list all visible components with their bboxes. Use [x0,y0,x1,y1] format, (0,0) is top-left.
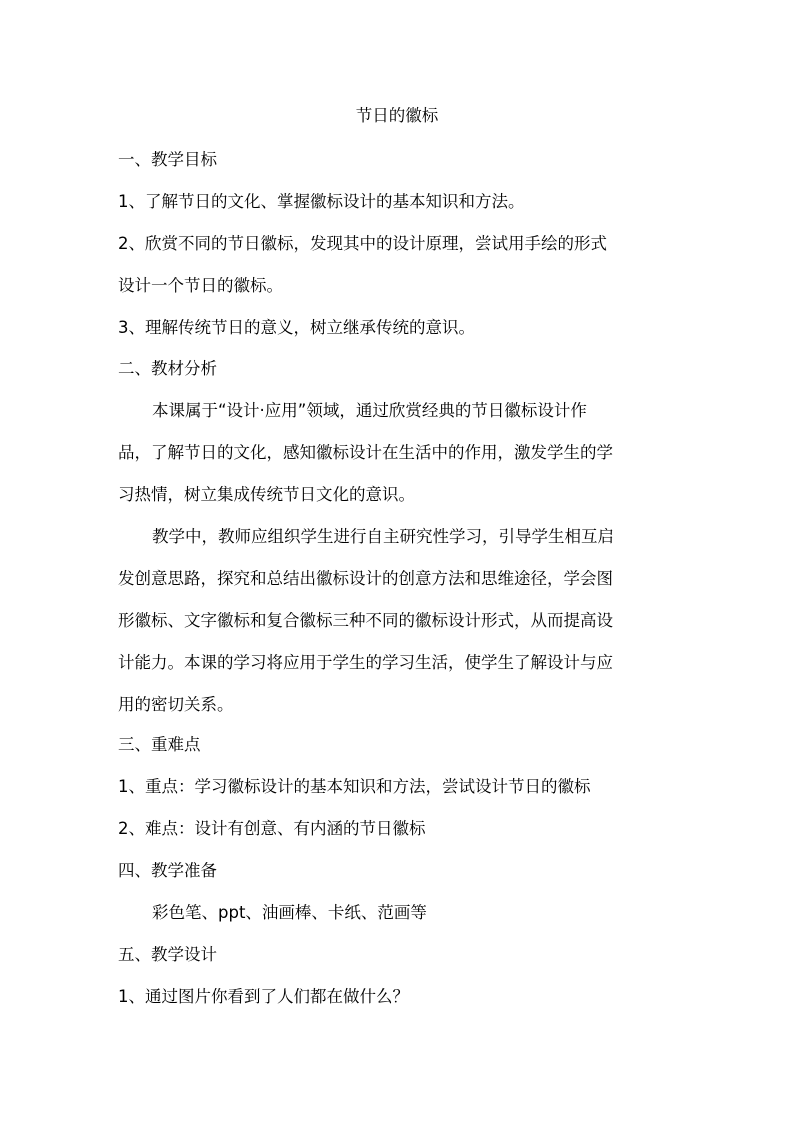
analysis-paragraph-1-line-1: 本课属于“设计·应用”领域，通过欣赏经典的节日徽标设计作 [152,401,587,420]
analysis-paragraph-1-line-3: 习热情，树立集成传统节日文化的意识。 [118,485,415,504]
section-heading-preparation: 四、教学准备 [118,861,217,880]
section-heading-design: 五、教学设计 [118,945,217,964]
section-heading-analysis: 二、教材分析 [118,359,217,378]
analysis-paragraph-2-line-4: 计能力。本课的学习将应用于学生的学习生活，使学生了解设计与应 [118,653,613,672]
analysis-paragraph-1-line-2: 品，了解节日的文化，感知徽标设计在生活中的作用，激发学生的学 [118,443,613,462]
analysis-paragraph-2-line-2: 发创意思路，探究和总结出徽标设计的创意方法和思维途径，学会图 [118,569,613,588]
preparation-materials: 彩色笔、ppt、油画棒、卡纸、范画等 [152,903,427,922]
analysis-paragraph-2-line-3: 形徽标、文字徽标和复合徽标三种不同的徽标设计形式，从而提高设 [118,611,613,630]
key-point-1: 1、重点：学习徽标设计的基本知识和方法，尝试设计节日的徽标 [118,777,591,796]
objective-1: 1、了解节日的文化、掌握徽标设计的基本知识和方法。 [118,192,525,211]
section-heading-objectives: 一、教学目标 [118,150,217,169]
objective-3: 3、理解传统节日的意义，树立继承传统的意识。 [118,318,475,337]
analysis-paragraph-2-line-5: 用的密切关系。 [118,695,234,714]
key-point-2: 2、难点：设计有创意、有内涵的节日徽标 [118,819,426,838]
design-step-1: 1、通过图片你看到了人们都在做什么？ [118,987,409,1006]
document-title: 节日的徽标 [355,106,439,125]
analysis-paragraph-2-line-1: 教学中，教师应组织学生进行自主研究性学习，引导学生相互启 [152,527,614,546]
objective-2: 2、欣赏不同的节日徽标，发现其中的设计原理，尝试用手绘的形式 [118,234,607,253]
objective-2-continued: 设计一个节日的徽标。 [118,276,283,295]
section-heading-key-points: 三、重难点 [118,735,201,754]
